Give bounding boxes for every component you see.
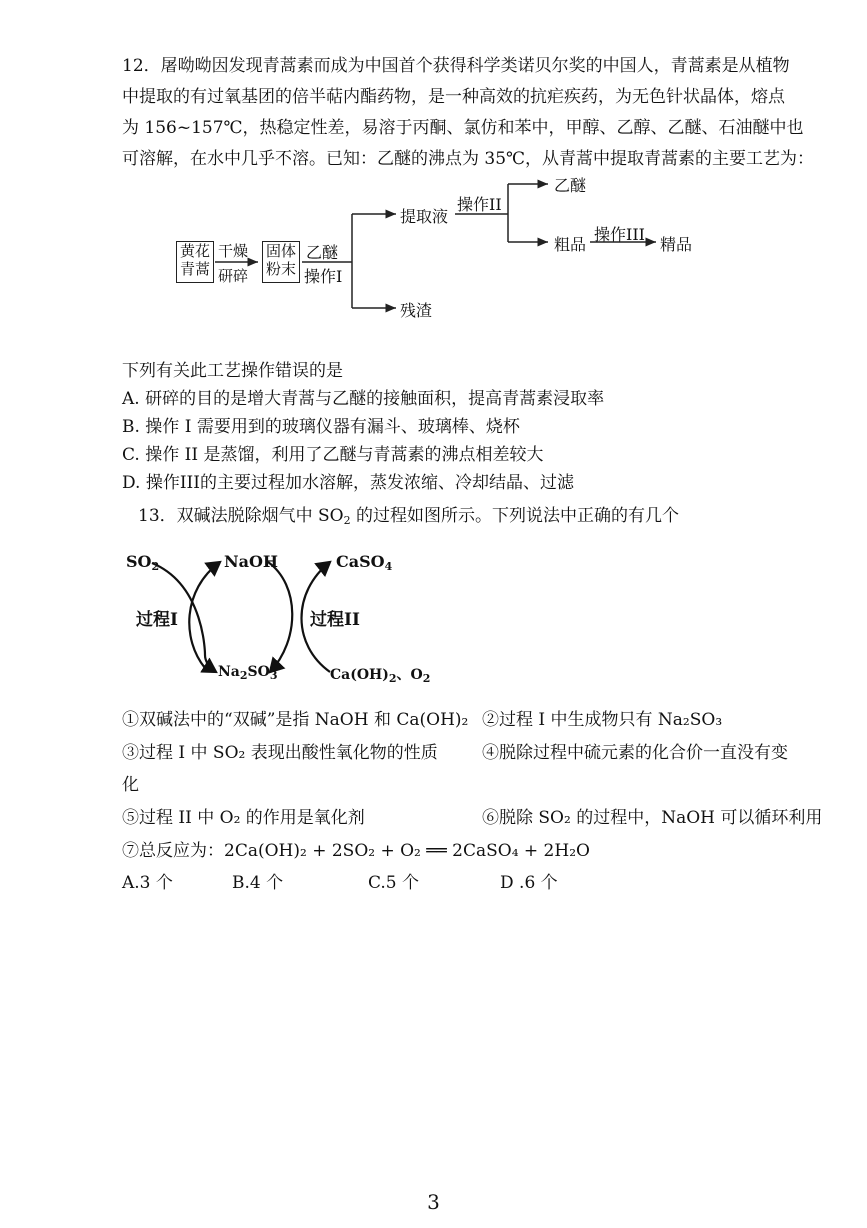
q12-option-b: B. 操作 I 需要用到的玻璃仪器有漏斗、玻璃棒、烧杯 (122, 417, 520, 437)
q13-stem-sub: 2 (343, 514, 351, 527)
arrow2-top-label: 乙醚 (306, 243, 339, 262)
arrow1-top-label: 干燥 (218, 242, 249, 260)
q13-stem-post: 的过程如图所示。下列说法中正确的有几个 (350, 506, 680, 526)
arrow2-bottom-label: 操作I (304, 267, 343, 286)
q12-line-4: 可溶解，在水中几乎不溶。已知：乙醚的沸点为 35℃，从青蒿中提取青蒿素的主要工艺为： (122, 149, 815, 169)
q13-statement-4: ④脱除过程中硫元素的化合价一直没有变 (482, 743, 788, 763)
caso4-sub: 4 (384, 560, 393, 573)
q13-choice-d: D .6 个 (500, 873, 558, 893)
so2-sub: 2 (151, 560, 160, 573)
caoh2-b: 2 (388, 672, 397, 685)
q13-statement-3: ③过程 I 中 SO₂ 表现出酸性氧化物的性质 (122, 743, 438, 763)
q13-choice-b: B.4 个 (232, 873, 284, 893)
page-number: 3 (427, 1190, 440, 1214)
q12-stem: 下列有关此工艺操作错误的是 (122, 361, 343, 381)
box1-bottom: 青蒿 (179, 260, 210, 278)
caoh2-a: Ca(OH) (330, 667, 389, 683)
q13-statement-1: ①双碱法中的“双碱”是指 NaOH 和 Ca(OH)₂ (122, 710, 469, 730)
label-naoh: NaOH (224, 552, 279, 571)
q13-choice-a: A.3 个 (122, 873, 173, 893)
q12-line-2: 中提取的有过氧基团的倍半萜内酯药物，是一种高效的抗疟疾药，为无色针状晶体，熔点 (122, 87, 785, 107)
q12-line-3: 为 156~157℃，热稳定性差，易溶于丙酮、氯仿和苯中，甲醇、乙醇、乙醚、石油醚中也 (122, 118, 804, 138)
flow-extract-liquid: 提取液 (400, 207, 449, 226)
flow-ether: 乙醚 (554, 176, 587, 195)
q12-option-d: D. 操作III的主要过程加水溶解，蒸发浓缩、冷却结晶、过滤 (122, 473, 574, 493)
flow-op2-label: 操作II (457, 195, 502, 214)
q12-option-c: C. 操作 II 是蒸馏，利用了乙醚与青蒿素的沸点相差较大 (122, 445, 544, 465)
caoh2-c: 、O (396, 667, 423, 683)
box1-top: 黄花 (179, 242, 210, 260)
q12-line-1: 12．屠呦呦因发现青蒿素而成为中国首个获得科学类诺贝尔奖的中国人，青蒿素是从植物 (122, 56, 790, 76)
label-caso4 (336, 552, 392, 571)
q13-stem-pre: 13．双碱法脱除烟气中 SO (138, 506, 344, 526)
label-so2 (126, 552, 159, 571)
na2so3-a: Na (218, 664, 240, 680)
q13-statement-5: ⑤过程 II 中 O₂ 的作用是氧化剂 (122, 808, 365, 828)
flow-residue: 残渣 (400, 301, 433, 320)
box2-bottom: 粉末 (265, 260, 296, 278)
label-na2so3 (218, 664, 278, 680)
q12-option-a: A. 研碎的目的是增大青蒿与乙醚的接触面积，提高青蒿素浸取率 (122, 389, 605, 409)
q13-choice-c: C.5 个 (368, 873, 420, 893)
q13-statement-6: ⑥脱除 SO₂ 的过程中，NaOH 可以循环利用 (482, 808, 823, 828)
arrow1-bottom-label: 研碎 (218, 267, 249, 285)
flow-op3-label: 操作III (594, 225, 645, 244)
na2so3-b: 2 (239, 669, 248, 682)
so2-text: SO (126, 552, 152, 571)
flow-crude: 粗品 (554, 235, 587, 254)
q13-statement-4-cont: 化 (122, 775, 139, 795)
caso4-text: CaSO (336, 552, 385, 571)
label-process-1: 过程I (136, 610, 178, 630)
caoh2-d: 2 (422, 672, 431, 685)
label-process-2: 过程II (310, 610, 360, 630)
na2so3-c: SO (247, 664, 270, 680)
box2-top: 固体 (265, 242, 296, 260)
q13-statement-7: ⑦总反应为：2Ca(OH)₂ + 2SO₂ + O₂ ══ 2CaSO₄ + 2H₂O (122, 841, 590, 861)
na2so3-d: 3 (269, 669, 278, 682)
flow-fine: 精品 (660, 235, 693, 254)
label-caoh2-o2 (330, 664, 430, 684)
q13-statement-2: ②过程 I 中生成物只有 Na₂SO₃ (482, 710, 723, 730)
